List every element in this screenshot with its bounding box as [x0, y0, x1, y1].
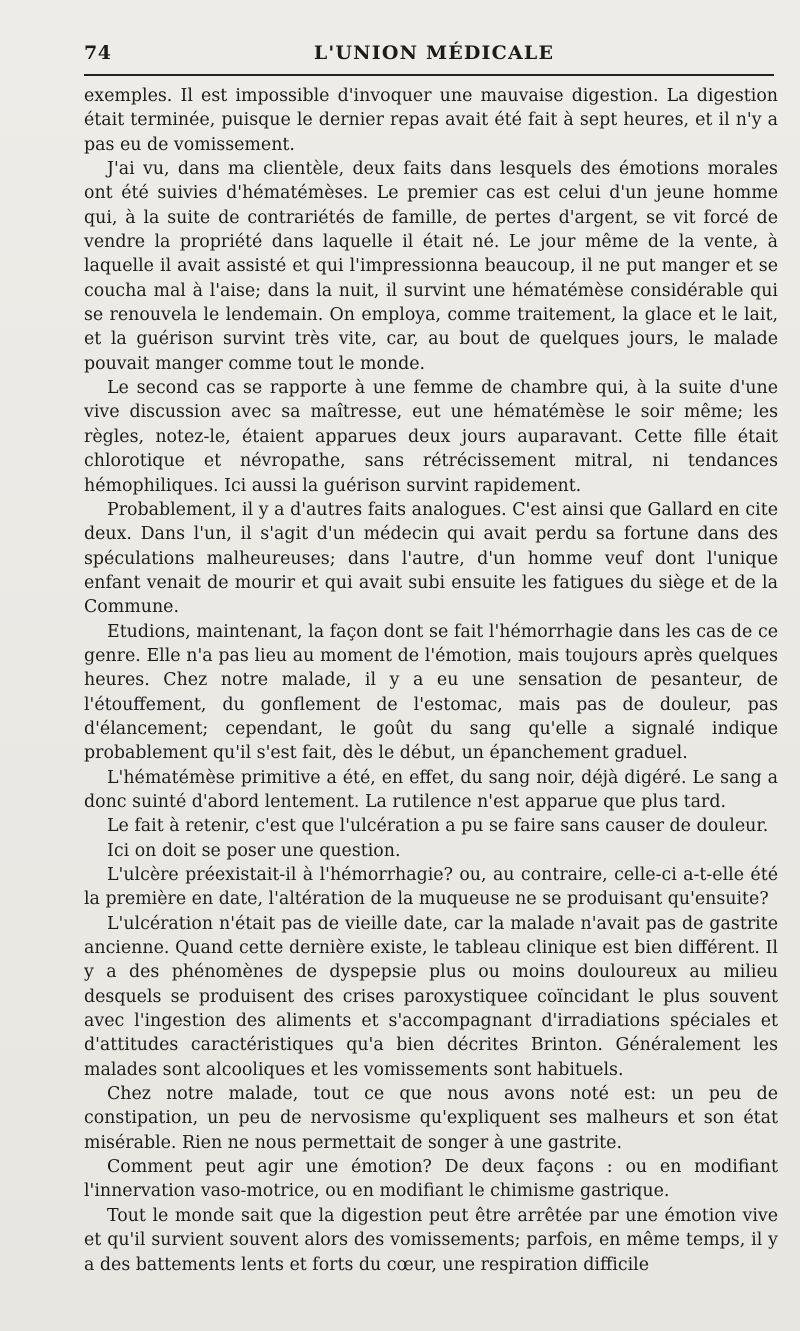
- paragraph: Le fait à retenir, c'est que l'ulcération a pu se faire sans causer de douleur.: [107, 816, 769, 837]
- paragraph: Tout le monde sait que la digestion peut être arrêtée par une émotion vive et qu'il survient souvent alors des vomissements; parfois, en même temps, il y a des battements lents et forts du cœur, une respiration difficile: [84, 1205, 778, 1275]
- paragraph: L'ulcération n'était pas de vieille date, car la malade n'avait pas de gastrite ancienne. Quand cette dernière existe, le tableau clinique est bien différent. Il y a des phénomènes de dyspepsie plus ou moins douloureux au milieu desquels se produisent des crises paroxystiquee coïncidant le plus souvent avec l'ingestion des aliments et s'accompagnant d'irradiations spéciales et d'attitudes caractéristiques qu'a bien décrites Brinton. Généralement les malades sont alcooliques et les vomissements sont habituels.: [84, 913, 778, 1080]
- paragraph: L'ulcère préexistait-il à l'hémorrhagie? ou, au contraire, celle-ci a-t-elle été la première en date, l'altération de la muqueuse ne se produisant qu'ensuite?: [84, 865, 778, 910]
- body-text: [84, 84, 778, 1277]
- journal-title: L'UNION MÉDICALE: [313, 42, 555, 64]
- header-rule: [84, 74, 774, 76]
- paragraph: J'ai vu, dans ma clientèle, deux faits dans lesquels des émotions morales ont été suivies d'hématémèses. Le premier cas est celui d'un jeune homme qui, à la suite de contrariétés de famille, de pertes d'argent, se vit forcé de vendre la propriété dans laquelle il était né. Le jour même de la vente, à laquelle il avait assisté et qui l'impressionna beaucoup, il ne put manger et se coucha mal à l'aise; dans la nuit, il survint une hématémèse considérable qui se renouvela le lendemain. On employa, comme traitement, la glace et le lait, et la guérison survint très vite, car, au bout de quelques jours, le malade pouvait manger comme tout le monde.: [84, 159, 778, 374]
- paragraph: Etudions, maintenant, la façon dont se fait l'hémorrhagie dans les cas de ce genre. Elle n'a pas lieu au moment de l'émotion, mais toujours après quelques heures. Chez notre malade, il y a eu une sensation de pesanteur, de l'étouffement, du gonflement de l'estomac, mais pas de douleur, pas d'élancement; cependant, le goût du sang qu'elle a signalé indique probablement qu'il s'est fait, dès le début, un épanchement graduel.: [84, 621, 778, 764]
- page-number: 74: [84, 42, 112, 64]
- paragraph: Comment peut agir une émotion? De deux façons : ou en modifiant l'innervation vaso-motrice, ou en modifiant le chimisme gastrique.: [84, 1157, 778, 1202]
- page-header: [84, 40, 784, 70]
- paragraph: L'hématémèse primitive a été, en effet, du sang noir, déjà digéré. Le sang a donc suinté d'abord lentement. La rutilence n'est apparue que plus tard.: [84, 767, 778, 812]
- paragraph: exemples. Il est impossible d'invoquer une mauvaise digestion. La digestion était terminée, puisque le dernier repas avait été fait à sept heures, et il n'y a pas eu de vomissement.: [84, 86, 778, 155]
- paragraph: Ici on doit se poser une question.: [107, 840, 401, 861]
- paragraph: Chez notre malade, tout ce que nous avons noté est: un peu de constipation, un peu de nervosisme qu'expliquent ses malheurs et son état misérable. Rien ne nous permettait de songer à une gastrite.: [84, 1084, 778, 1153]
- paragraph: Le second cas se rapporte à une femme de chambre qui, à la suite d'une vive discussion avec sa maîtresse, eut une hématémèse le soir même; les règles, notez-le, étaient apparues deux jours auparavant. Cette fille était chlorotique et névropathe, sans rétrécissement mitral, ni tendances hémophiliques. Ici aussi la guérison survint rapidement.: [84, 378, 778, 496]
- paragraph: Probablement, il y a d'autres faits analogues. C'est ainsi que Gallard en cite deux. Dans l'un, il s'agit d'un médecin qui avait perdu sa fortune dans des spéculations malheureuses; dans l'autre, d'un homme veuf dont l'unique enfant venait de mourir et qui avait subi ensuite les fatigues du siège et de la Commune.: [84, 499, 778, 618]
